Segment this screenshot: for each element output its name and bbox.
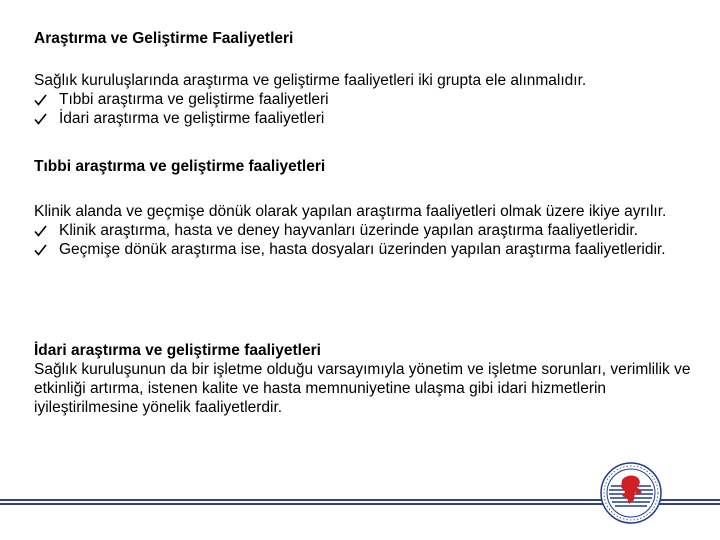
intro-bullet — [34, 109, 704, 128]
checkmark-icon — [34, 109, 52, 125]
intro-bullet — [34, 90, 704, 109]
intro-section — [34, 71, 704, 128]
medical-bullet — [34, 240, 704, 259]
medical-text: Klinik alanda ve geçmişe dönük olarak yapılan araştırma faaliyetleri olmak üzere ikiye ayrılır. — [34, 203, 667, 220]
intro-bullet-text: İdari araştırma ve geliştirme faaliyetleri — [59, 110, 325, 127]
intro-bullet-text: Tıbbi araştırma ve geliştirme faaliyetleri — [59, 91, 329, 108]
medical-bullet-text: Geçmişe dönük araştırma ise, hasta dosyaları üzerinden yapılan araştırma faaliyetleridir. — [59, 241, 666, 258]
university-emblem-icon — [600, 462, 662, 524]
administrative-text: Sağlık kuruluşunun da bir işletme olduğu varsayımıyla yönetim ve işletme sorunları, verimlilik ve etkinliği artırma, istenen kalite ve hasta memnuniyetine ulaşma gibi idari hizmetlerin iyileştirilmesine yönelik faaliyetlerdir. — [34, 361, 691, 416]
medical-section — [34, 202, 704, 259]
intro-text: Sağlık kuruluşlarında araştırma ve geliştirme faaliyetleri iki grupta ele alınmalıdır. — [34, 72, 587, 89]
medical-bullet-text: Klinik araştırma, hasta ve deney hayvanları üzerinde yapılan araştırma faaliyetleridir. — [59, 222, 638, 239]
medical-section-title: Tıbbi araştırma ve geliştirme faaliyetleri — [34, 158, 326, 175]
administrative-section-title: İdari araştırma ve geliştirme faaliyetleri — [34, 342, 321, 359]
checkmark-icon — [34, 221, 52, 237]
page-title: Araştırma ve Geliştirme Faaliyetleri — [34, 30, 294, 47]
medical-bullet — [34, 221, 704, 240]
checkmark-icon — [34, 240, 52, 256]
checkmark-icon — [34, 90, 52, 106]
administrative-section — [34, 341, 704, 417]
